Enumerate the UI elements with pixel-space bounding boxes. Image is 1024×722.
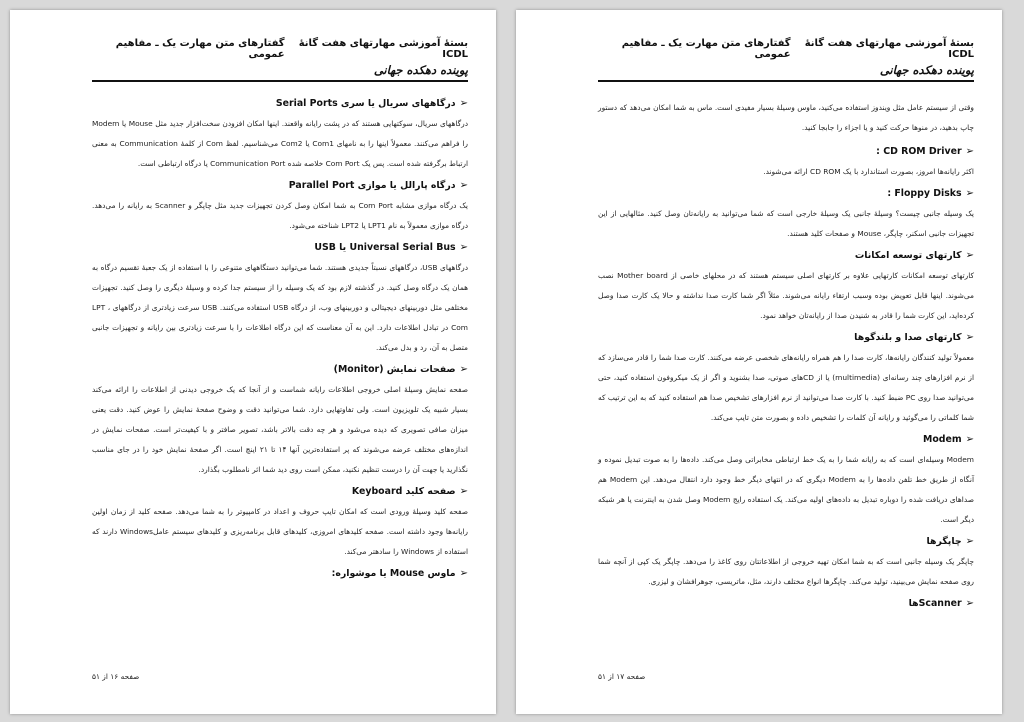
header-title: بستهٔ آموزشی مهارتهای هفت گانهٔ ICDL [804, 38, 974, 60]
section [92, 98, 468, 174]
page-number: صفحه ۱۷ از ۵۱ [598, 672, 646, 681]
section-heading: Scannerها [908, 598, 962, 609]
header-module: گفتارهای متن مهارت یک ـ مفاهیم عمومی [621, 38, 791, 60]
section-heading: چاپگرها [926, 536, 962, 547]
arrow-bullet-icon: ➢ [965, 331, 974, 343]
arrow-bullet-icon: ➢ [459, 485, 468, 497]
page-number: صفحه ۱۶ از ۵۱ [92, 672, 140, 681]
section-text: چاپگر یک وسیله جانبی است که به شما امکان تهیه خروجی از اطلاعاتتان روی کاغذ را می‌دهد. چاپگر یک کپی از آنچه شما روی صفحه نمایش می‌بینید، تولید می‌کند. چاپگرها انواع مختلف دارند، مثل، ماتریسی، جوهرافشان و لیزری. [598, 557, 974, 586]
section-text: درگاههای سریال، سوکتهایی هستند که در پشت رایانه واقعند. اینها امکان افزودن سخت‌افزار جدید مثل Mouse یا Modem را فراهم می‌کنند. معمولاً اینها را به نامهای Com1 یا Com2 می‌شناسیم. لفظ Com از کلمهٔ Communication به معنی ارتباط برگرفته شده است. پس یک Com Port خلاصه شده Communication Port یا درگاه ارتباطی است. [92, 119, 468, 168]
section-heading: درگاههای سریال یا سری Serial Ports [275, 98, 456, 109]
section [598, 434, 974, 530]
section [92, 486, 468, 562]
page-header [598, 38, 974, 82]
section-heading: کارتهای توسعه امکانات [854, 250, 962, 261]
header-subtitle: پوینده دهکده جهانی [598, 63, 974, 82]
section-heading: کارتهای صدا و بلندگوها [854, 332, 962, 343]
section [598, 250, 974, 326]
section-text: صفحه کلید وسیلهٔ ورودی است که امکان تایپ حروف و اعداد در کامپیوتر را به شما می‌دهد. صفحه کلید از زمان اولین رایانه‌ها وجود داشته است. صفحه کلیدهای امروزی، کلیدهای قابل برنامه‌ریزی و کلیدهای سیستم عاملWindows دارند که استفاده از Windows را سادهتر می‌کند. [92, 507, 469, 556]
section [598, 598, 974, 609]
header-title: بستهٔ آموزشی مهارتهای هفت گانهٔ ICDL [298, 38, 468, 60]
page-body [598, 98, 974, 615]
document-page-right [516, 10, 1002, 714]
section-text: یک وسیله جانبی چیست؟ وسیلهٔ جانبی یک وسیلهٔ خارجی است که شما می‌توانید به رایانه‌تان وصل کنید. مثالهایی از این تجهیزات جانبی اسکنر، چاپگر، Mouse و صفحات کلید هستند. [598, 209, 974, 238]
section-text: درگاههای USB، درگاههای نسبتاً جدیدی هستند. شما می‌توانید دستگاههای متنوعی را با استفاده از یک جعبهٔ تقسیم درگاه به همان یک درگاه وصل کنید. در گذشته لازم بود که یک وسیله را از سیستم جدا کرده و وسیلهٔ دیگری را وصل کنید. تجهیزات مختلفی مثل دوربینهای دیجیتالی و دوربینهای وب، از درگاه USB استفاده می‌کنند. USB سرعت زیادتری از درگاههای LPT ، Com در تبادل اطلاعات دارد. این به آن معناست که این درگاه اطلاعات را با سرعت زیادتری بین رایانه و تجهیزات جانبی متصل به آن، رد و بدل می‌کند. [92, 263, 469, 352]
section-heading: صفحه کلید Keyboard [351, 486, 456, 497]
page-header [92, 38, 468, 82]
section-text: کارتهای توسعه امکانات کارتهایی علاوه بر کارتهای اصلی سیستم هستند که در محلهای خاصی از Mother board نصب می‌شوند. اینها قابل تعویض بوده وسبب ارتقاء رایانه می‌شوند. مثلاً اگر شما کارت صدا نداشته و حالا یک کارت صدا وصل کرده‌اید، این کارت شما را قادر به شنیدن صدا از رایانه‌تان خواهد نمود. [598, 271, 975, 320]
header-subtitle: پوینده دهکده جهانی [92, 63, 468, 82]
section [598, 536, 974, 592]
arrow-bullet-icon: ➢ [965, 535, 974, 547]
section [598, 332, 974, 428]
page-body [92, 98, 468, 585]
section-heading: Modem [923, 434, 962, 445]
document-page-left [10, 10, 496, 714]
section-text: یک درگاه موازی مشابه Com Port به شما امکان وصل کردن تجهیزات جدید مثل چاپگر و Scanner به رایانه را می‌دهد. درگاه موازی معمولاً به نام LPT1 یا LPT2 شناخته می‌شود. [92, 201, 468, 230]
section-heading: درگاه پارالل یا موازی Parallel Port [288, 180, 456, 191]
arrow-bullet-icon: ➢ [459, 567, 468, 579]
section-heading: Universal Serial Bus یا USB [314, 242, 456, 253]
arrow-bullet-icon: ➢ [459, 97, 468, 109]
section-text: اکثر رایانه‌ها امروز، بصورت استاندارد با یک CD ROM ارائه می‌شوند. [763, 167, 974, 176]
arrow-bullet-icon: ➢ [965, 597, 974, 609]
section-heading: CD ROM Driver : [876, 146, 962, 157]
section-heading: صفحات نمایش (Monitor) [333, 364, 456, 375]
arrow-bullet-icon: ➢ [459, 241, 468, 253]
arrow-bullet-icon: ➢ [965, 187, 974, 199]
section [598, 188, 974, 244]
section-text: صفحه نمایش وسیلهٔ اصلی خروجی اطلاعات رایانه شماست و از آنجا که یک خروجی دیدنی از اطلاعات را ارائه می‌کند بسیار شبیه یک تلویزیون است. ولی تفاوتهایی دارد. شما می‌توانید دقت و وضوح صفحهٔ نمایش را عوض کنید. دقت یعنی میزان صافی تصویری که دیده می‌شود و هر چه دقت بالاتر باشد، تصویر صافتر و با کیفیت‌تر است. صفحات نمایش در اندازه‌های مختلف عرضه می‌شوند که پر استفاده‌ترین آنها ۱۴ تا ۲۱ اینچ است. اگر صفحهٔ نمایش خود را در جای مناسب نگذارید یا جهت آن را درست تنظیم نکنید، ممکن است روی دید شما اثر نامطلوب بگذارد. [92, 385, 468, 474]
arrow-bullet-icon: ➢ [965, 145, 974, 157]
section [92, 568, 468, 579]
section [92, 180, 468, 236]
section-heading: ماوس Mouse یا موشواره: [331, 568, 456, 579]
header-module: گفتارهای متن مهارت یک ـ مفاهیم عمومی [115, 38, 285, 60]
section-heading: Floppy Disks : [887, 188, 962, 199]
section [92, 364, 468, 480]
arrow-bullet-icon: ➢ [459, 363, 468, 375]
section [92, 242, 468, 358]
section [598, 146, 974, 182]
arrow-bullet-icon: ➢ [459, 179, 468, 191]
arrow-bullet-icon: ➢ [965, 249, 974, 261]
intro-text: وقتی از سیستم عامل مثل ویندوز استفاده می‌کنید، ماوس وسیلهٔ بسیار مفیدی است. ماس به شما امکان می‌دهد که دستور چاپ بدهید، در منوها حرکت کنید و یا اجزاء را جابجا کنید. [598, 103, 974, 132]
arrow-bullet-icon: ➢ [965, 433, 974, 445]
section-text: Modem وسیله‌ای است که به رایانه شما را به یک خط ارتباطی مخابراتی وصل می‌کند. داده‌ها را به صوت تبدیل نموده و آنگاه از طریق خط تلفن داده‌ها را به Modem دیگری که در انتهای دیگر خط وجود دارد انتقال می‌دهد. این Modem هم صداهای دریافت شده را دوباره تبدیل به داده‌های اولیه می‌کند. یک استفاده رایج Modem وصل شدن به اینترنت یا هر شبکه دیگر است. [598, 455, 975, 524]
section-text: معمولاً تولید کنندگان رایانه‌ها، کارت صدا را هم همراه رایانه‌های شخصی عرضه می‌کنند. کارت صدا شما را قادر می‌سازد که از نرم افزارهای چند رسانه‌ای (multimedia) یا از CDهای صوتی، صدا بشنوید و اگر از یک میکروفون استفاده کنید، حتی می‌توانید صدا روی PC ضبط کنید. با کارت صدا می‌توانید از نرم افزارهای تشخیص صدا هم استفاده کنید که به این ترتیب که شما کلماتی را می‌گوئید و رایانه آن کلمات را تشخیص داده و بصورت متن تایپ می‌کند. [598, 353, 974, 422]
